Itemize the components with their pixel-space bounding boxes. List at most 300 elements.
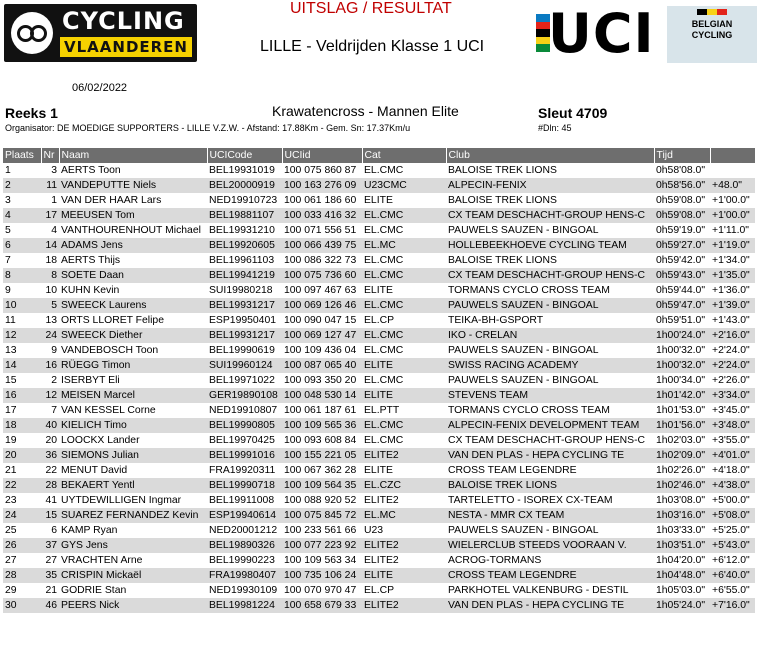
category-title: Krawatencross - Mannen Elite <box>272 103 459 119</box>
cell-uciid: 100 061 186 60 <box>284 195 357 206</box>
cell-diff: +2'26.0" <box>712 375 750 386</box>
cell-uciid: 100 071 556 51 <box>284 225 357 236</box>
col-header-ucicode: UCICode <box>207 148 282 163</box>
cell-tijd: 1h05'24.0" <box>654 598 710 613</box>
cell-nr: 8 <box>41 268 59 283</box>
cell-uciid: 100 086 322 73 <box>284 255 357 266</box>
cell-tijd: 1h00'32.0" <box>656 345 706 356</box>
cell-ucicode: FRA19980407 <box>207 568 282 583</box>
cell-club: STEVENS TEAM <box>446 388 654 403</box>
cell-naam: RÜEGG Timon <box>59 358 207 373</box>
cell-uciid: 100 066 439 75 <box>282 238 362 253</box>
cell-ucicode: BEL19961103 <box>209 255 275 266</box>
cell-diff: +1'43.0" <box>712 315 750 326</box>
cell-uciid: 100 048 530 14 <box>282 388 362 403</box>
cell-tijd: 0h59'27.0" <box>654 238 710 253</box>
cell-club: PARKHOTEL VALKENBURG - DESTIL <box>448 585 629 596</box>
cell-nr: 24 <box>41 328 59 343</box>
cell-uciid: 100 109 565 36 <box>282 418 362 433</box>
cell-tijd: 1h04'20.0" <box>656 555 706 566</box>
cell-cat: ELITE <box>364 465 393 476</box>
cell-cat: U23 <box>364 525 384 536</box>
cell-nr: 15 <box>41 508 59 523</box>
cell-naam: VANTHOURENHOUT Michael <box>61 225 201 236</box>
cell-diff: +1'11.0" <box>712 225 749 236</box>
cell-ucicode: BEL19991016 <box>207 448 282 463</box>
cell-tijd: 1h00'34.0" <box>656 375 706 386</box>
table-row <box>3 253 755 268</box>
cell-nr: 46 <box>41 598 59 613</box>
cell-ucicode: BEL19931217 <box>207 298 282 313</box>
cell-ucicode: BEL19990805 <box>207 418 282 433</box>
cell-uciid: 100 090 047 15 <box>284 315 357 326</box>
cell-ucicode: BEL19971022 <box>209 375 275 386</box>
cell-club: CX TEAM DESCHACHT-GROUP HENS-C <box>448 435 646 446</box>
cell-club: CX TEAM DESCHACHT-GROUP HENS-C <box>446 208 654 223</box>
cell-uciid: 100 093 608 84 <box>284 435 357 446</box>
cell-cat: ELITE2 <box>364 495 399 506</box>
col-header-cat: Cat <box>362 148 446 163</box>
cell-uciid: 100 109 563 34 <box>284 555 357 566</box>
cell-nr: 9 <box>51 345 57 356</box>
cell-diff: +6'55.0" <box>712 585 750 596</box>
cell-tijd: 0h59'08.0" <box>656 195 706 206</box>
table-row <box>3 388 755 403</box>
cell-diff: +2'24.0" <box>710 358 755 373</box>
cell-diff: +4'18.0" <box>712 465 750 476</box>
cell-nr: 16 <box>41 358 59 373</box>
col-header-diff <box>710 148 755 163</box>
cell-club: TORMANS CYCLO CROSS TEAM <box>448 285 610 296</box>
col-header-plaats: Plaats <box>3 148 41 163</box>
cell-plaats: 13 <box>5 345 17 356</box>
cell-plaats: 23 <box>5 495 17 506</box>
cell-cat: EL.CMC <box>362 298 446 313</box>
cell-cat: EL.CP <box>364 585 395 596</box>
cell-plaats: 20 <box>3 448 41 463</box>
cell-naam: ORTS LLORET Felipe <box>61 315 164 326</box>
cell-nr: 22 <box>45 465 57 476</box>
cell-nr: 21 <box>45 585 57 596</box>
cell-tijd: 0h58'08.0" <box>656 165 706 176</box>
cell-ucicode: GER19890108 <box>207 388 282 403</box>
cell-tijd: 1h02'03.0" <box>656 435 706 446</box>
cell-naam: MEISEN Marcel <box>59 388 207 403</box>
cell-club: CROSS TEAM LEGENDRE <box>446 568 654 583</box>
cell-ucicode: BEL19881107 <box>207 208 282 223</box>
cell-cat: ELITE2 <box>362 538 446 553</box>
cell-ucicode: BEL19931210 <box>209 225 275 236</box>
cell-club: BALOISE TREK LIONS <box>448 195 557 206</box>
cell-naam: AERTS Toon <box>61 165 121 176</box>
cell-cat: EL.CMC <box>364 225 404 236</box>
cell-uciid: 100 070 970 47 <box>284 585 357 596</box>
cell-diff: +1'19.0" <box>710 238 755 253</box>
cell-plaats: 16 <box>3 388 41 403</box>
cell-ucicode: BEL19920605 <box>207 238 282 253</box>
cell-club: ALPECIN-FENIX DEVELOPMENT TEAM <box>446 418 654 433</box>
cell-cat: EL.CMC <box>362 268 446 283</box>
cell-plaats: 14 <box>3 358 41 373</box>
cell-cat: ELITE2 <box>362 598 446 613</box>
bc-logo-line2: CYCLING <box>691 30 733 40</box>
cell-cat: EL.CMC <box>364 345 404 356</box>
table-row <box>3 268 755 283</box>
col-header-tijd: Tijd <box>654 148 710 163</box>
cell-cat: ELITE <box>364 285 393 296</box>
cell-uciid: 100 097 467 63 <box>284 285 357 296</box>
cell-naam: VAN DER HAAR Lars <box>61 195 162 206</box>
cell-plaats: 19 <box>5 435 17 446</box>
cell-uciid: 100 163 276 09 <box>282 178 362 193</box>
race-date: 06/02/2022 <box>72 82 128 94</box>
cell-tijd: 1h03'08.0" <box>656 495 706 506</box>
cell-nr: 27 <box>45 555 57 566</box>
cell-plaats: 18 <box>3 418 41 433</box>
cell-nr: 1 <box>51 195 57 206</box>
cell-naam: KIELICH Timo <box>59 418 207 433</box>
cell-naam: GYS Jens <box>59 538 207 553</box>
cell-plaats: 28 <box>3 568 41 583</box>
cell-diff: +48.0" <box>710 178 755 193</box>
cell-uciid: 100 087 065 40 <box>282 358 362 373</box>
cell-nr: 10 <box>45 285 57 296</box>
table-row <box>3 463 755 478</box>
belgian-cycling-logo <box>667 6 757 63</box>
cell-cat: EL.CMC <box>362 208 446 223</box>
table-row <box>3 238 755 253</box>
cell-uciid: 100 658 679 33 <box>282 598 362 613</box>
cell-uciid: 100 075 736 60 <box>282 268 362 283</box>
cell-tijd: 0h59'19.0" <box>656 225 706 236</box>
cell-ucicode: BEL19931217 <box>207 328 282 343</box>
cell-tijd: 0h58'56.0" <box>654 178 710 193</box>
cell-diff: +3'45.0" <box>712 405 750 416</box>
page-title: UITSLAG / RESULTAT <box>290 0 452 17</box>
cell-club: NESTA - MMR CX TEAM <box>446 508 654 523</box>
results-table <box>3 148 756 613</box>
cell-naam: VAN KESSEL Corne <box>61 405 156 416</box>
col-header-club: Club <box>446 148 654 163</box>
cell-diff: +1'34.0" <box>712 255 750 266</box>
cell-club: BALOISE TREK LIONS <box>446 478 654 493</box>
cell-ucicode: NED20001212 <box>209 525 278 536</box>
cell-ucicode: BEL19911008 <box>209 495 275 506</box>
cell-tijd: 1h04'48.0" <box>654 568 710 583</box>
cell-naam: CRISPIN Mickaël <box>59 568 207 583</box>
cell-plaats: 29 <box>5 585 17 596</box>
cell-nr: 3 <box>51 165 57 176</box>
cell-plaats: 25 <box>5 525 17 536</box>
cycling-vlaanderen-logo <box>4 4 197 62</box>
cell-nr: 7 <box>51 405 57 416</box>
cell-diff: +1'35.0" <box>710 268 755 283</box>
table-row <box>3 433 755 448</box>
cell-plaats: 10 <box>3 298 41 313</box>
cell-cat: EL.CMC <box>364 375 404 386</box>
cell-plaats: 6 <box>3 238 41 253</box>
cell-club: BALOISE TREK LIONS <box>448 255 557 266</box>
cell-diff: +6'40.0" <box>710 568 755 583</box>
cell-club: PAUWELS SAUZEN - BINGOAL <box>448 525 599 536</box>
table-row <box>3 508 755 523</box>
cell-cat: EL.CMC <box>364 435 404 446</box>
cell-tijd: 1h01'42.0" <box>654 388 710 403</box>
cell-cat: ELITE <box>364 195 393 206</box>
cell-nr: 6 <box>51 525 57 536</box>
cell-ucicode: NED19910807 <box>209 405 278 416</box>
cell-uciid: 100 735 106 24 <box>282 568 362 583</box>
cell-uciid: 100 061 187 61 <box>284 405 357 416</box>
cell-club: ACROG-TORMANS <box>448 555 542 566</box>
organisator-info: Organisator: DE MOEDIGE SUPPORTERS - LILLE V.Z.W. - Afstand: 17.88Km - Gem. Sn: 17.37Km/u <box>5 123 411 133</box>
cell-plaats: 15 <box>5 375 17 386</box>
cell-naam: PEERS Nick <box>59 598 207 613</box>
bc-logo-line1: BELGIAN <box>691 19 733 29</box>
cell-nr: 37 <box>41 538 59 553</box>
cell-diff: +2'16.0" <box>710 328 755 343</box>
cell-club: PAUWELS SAUZEN - BINGOAL <box>446 298 654 313</box>
cell-plaats: 21 <box>5 465 17 476</box>
cell-ucicode: FRA19920311 <box>209 465 276 476</box>
cell-tijd: 1h02'09.0" <box>654 448 710 463</box>
cell-cat: EL.CMC <box>364 255 404 266</box>
cell-ucicode: SUI19960124 <box>207 358 282 373</box>
cell-naam: LOOCKX Lander <box>61 435 140 446</box>
cell-naam: ADAMS Jens <box>59 238 207 253</box>
cell-nr: 17 <box>41 208 59 223</box>
cell-club: CX TEAM DESCHACHT-GROUP HENS-C <box>446 268 654 283</box>
cell-plaats: 8 <box>3 268 41 283</box>
cell-uciid: 100 088 920 52 <box>284 495 357 506</box>
cell-naam: MEEUSEN Tom <box>59 208 207 223</box>
cell-plaats: 24 <box>3 508 41 523</box>
cell-ucicode: BEL19990718 <box>207 478 282 493</box>
cell-diff: +5'43.0" <box>710 538 755 553</box>
sleut-label: Sleut 4709 <box>538 105 608 121</box>
cell-cat: EL.CMC <box>362 328 446 343</box>
cell-club: TARTELETTO - ISOREX CX-TEAM <box>448 495 613 506</box>
cell-cat: EL.MC <box>362 238 446 253</box>
cell-plaats: 4 <box>3 208 41 223</box>
cell-diff: +7'16.0" <box>710 598 755 613</box>
cell-naam: BEKAERT Yentl <box>59 478 207 493</box>
table-row <box>3 343 755 358</box>
cell-naam: AERTS Thijs <box>61 255 121 266</box>
table-row <box>3 598 755 613</box>
table-row <box>3 583 755 598</box>
table-row <box>3 418 755 433</box>
cell-cat: EL.PTT <box>364 405 400 416</box>
cell-nr: 41 <box>45 495 57 506</box>
cell-diff: +1'39.0" <box>710 298 755 313</box>
table-row <box>3 553 755 568</box>
results-body <box>3 163 755 613</box>
cell-club: BALOISE TREK LIONS <box>448 165 557 176</box>
cell-diff: +3'34.0" <box>710 388 755 403</box>
cell-tijd: 0h59'42.0" <box>656 255 706 266</box>
cell-cat: EL.CP <box>364 315 395 326</box>
cell-naam: ISERBYT Eli <box>61 375 120 386</box>
cell-club: TORMANS CYCLO CROSS TEAM <box>448 405 610 416</box>
cell-tijd: 1h05'03.0" <box>656 585 706 596</box>
cell-diff: +4'38.0" <box>710 478 755 493</box>
cell-tijd: 0h59'44.0" <box>656 285 706 296</box>
table-row <box>3 208 755 223</box>
cell-club: SWISS RACING ACADEMY <box>446 358 654 373</box>
cell-nr: 5 <box>41 298 59 313</box>
cell-diff <box>710 163 755 178</box>
cell-uciid: 100 067 362 28 <box>284 465 357 476</box>
cell-plaats: 12 <box>3 328 41 343</box>
cell-uciid: 100 109 564 35 <box>282 478 362 493</box>
cell-diff: +4'01.0" <box>710 448 755 463</box>
cell-club: PAUWELS SAUZEN - BINGOAL <box>448 375 599 386</box>
cell-cat: EL.CMC <box>364 165 404 176</box>
cell-cat: ELITE <box>362 358 446 373</box>
cell-naam: UYTDEWILLIGEN Ingmar <box>61 495 182 506</box>
cell-tijd: 1h00'24.0" <box>654 328 710 343</box>
table-row <box>3 328 755 343</box>
cell-nr: 13 <box>45 315 57 326</box>
cell-diff: +1'00.0" <box>712 195 750 206</box>
cell-ucicode: ESP19950401 <box>209 315 277 326</box>
infinity-icon <box>11 12 53 54</box>
cell-cat: EL.CZC <box>362 478 446 493</box>
cell-plaats: 26 <box>3 538 41 553</box>
table-row <box>3 403 755 418</box>
cell-nr: 14 <box>41 238 59 253</box>
cell-uciid: 100 075 860 87 <box>284 165 357 176</box>
cell-plaats: 17 <box>5 405 17 416</box>
cell-cat: ELITE2 <box>362 448 446 463</box>
cell-tijd: 1h01'53.0" <box>656 405 706 416</box>
cell-plaats: 30 <box>3 598 41 613</box>
table-row <box>3 298 755 313</box>
table-row <box>3 223 755 238</box>
logo-cycling-text: CYCLING <box>62 7 185 35</box>
belgian-flag-icon <box>697 9 727 15</box>
cell-cat: ELITE <box>362 388 446 403</box>
table-row <box>3 313 755 328</box>
uci-logo <box>536 2 662 65</box>
cell-nr: 20 <box>45 435 57 446</box>
cell-plaats: 7 <box>5 255 11 266</box>
cell-plaats: 3 <box>5 195 11 206</box>
cell-club: CROSS TEAM LEGENDRE <box>448 465 577 476</box>
cell-plaats: 2 <box>3 178 41 193</box>
cell-cat: EL.MC <box>362 508 446 523</box>
table-row <box>3 538 755 553</box>
cell-ucicode: BEL19890326 <box>207 538 282 553</box>
col-header-uciid: UCIid <box>282 148 362 163</box>
cell-uciid: 100 077 223 92 <box>282 538 362 553</box>
cell-club: PAUWELS SAUZEN - BINGOAL <box>448 345 599 356</box>
table-row <box>3 283 755 298</box>
cell-ucicode: BEL19981224 <box>207 598 282 613</box>
cell-naam: GODRIE Stan <box>61 585 127 596</box>
cell-tijd: 0h59'43.0" <box>654 268 710 283</box>
cell-tijd: 0h59'08.0" <box>654 208 710 223</box>
cell-tijd: 1h02'46.0" <box>654 478 710 493</box>
cell-ucicode: BEL19990619 <box>209 345 275 356</box>
logo-vlaanderen-text: VLAANDEREN <box>60 37 192 57</box>
cell-diff: +3'48.0" <box>710 418 755 433</box>
cell-club: PAUWELS SAUZEN - BINGOAL <box>448 225 599 236</box>
cell-plaats: 1 <box>5 165 11 176</box>
cell-plaats: 5 <box>5 225 11 236</box>
cell-tijd: 0h59'51.0" <box>656 315 706 326</box>
participants-count: #Dln: 45 <box>538 123 572 133</box>
table-row <box>3 523 755 538</box>
cell-uciid: 100 033 416 32 <box>282 208 362 223</box>
table-row <box>3 568 755 583</box>
cell-uciid: 100 155 221 05 <box>282 448 362 463</box>
cell-naam: VRACHTEN Arne <box>61 555 143 566</box>
cell-diff: +2'24.0" <box>712 345 750 356</box>
cell-ucicode: BEL20000919 <box>207 178 282 193</box>
cell-ucicode: BEL19970425 <box>209 435 275 446</box>
cell-naam: KUHN Kevin <box>61 285 120 296</box>
cell-ucicode: BEL19990223 <box>209 555 275 566</box>
cell-nr: 2 <box>51 375 57 386</box>
table-row <box>3 178 755 193</box>
cell-club: IKO - CRELAN <box>446 328 654 343</box>
table-header-row <box>3 148 755 163</box>
cell-tijd: 1h03'16.0" <box>654 508 710 523</box>
cell-naam: KAMP Ryan <box>61 525 118 536</box>
cell-nr: 12 <box>41 388 59 403</box>
cell-nr: 18 <box>45 255 57 266</box>
cell-tijd: 0h59'47.0" <box>654 298 710 313</box>
cell-plaats: 27 <box>5 555 17 566</box>
cell-naam: SWEECK Laurens <box>59 298 207 313</box>
cell-naam: VANDEPUTTE Niels <box>59 178 207 193</box>
cell-diff: +5'08.0" <box>710 508 755 523</box>
table-row <box>3 478 755 493</box>
cell-diff: +1'36.0" <box>712 285 750 296</box>
cell-plaats: 22 <box>3 478 41 493</box>
col-header-naam: Naam <box>59 148 207 163</box>
cell-nr: 36 <box>41 448 59 463</box>
cell-club: TEIKA-BH-GSPORT <box>448 315 544 326</box>
table-row <box>3 493 755 508</box>
table-row <box>3 163 755 178</box>
cell-naam: SUAREZ FERNANDEZ Kevin <box>59 508 207 523</box>
cell-cat: ELITE <box>362 568 446 583</box>
cell-ucicode: SUI19980218 <box>209 285 273 296</box>
cell-diff: +5'25.0" <box>712 525 750 536</box>
col-header-nr: Nr <box>41 148 59 163</box>
cell-diff: +1'00.0" <box>710 208 755 223</box>
cell-club: VAN DEN PLAS - HEPA CYCLING TE <box>446 598 654 613</box>
cell-ucicode: BEL19941219 <box>207 268 282 283</box>
reeks-label: Reeks 1 <box>5 105 58 121</box>
cell-tijd: 1h01'56.0" <box>654 418 710 433</box>
cell-ucicode: ESP19940614 <box>207 508 282 523</box>
cell-nr: 11 <box>41 178 59 193</box>
cell-diff: +5'00.0" <box>712 495 750 506</box>
cell-club: ALPECIN-FENIX <box>446 178 654 193</box>
cell-ucicode: NED19930109 <box>209 585 278 596</box>
cell-ucicode: NED19910723 <box>209 195 278 206</box>
cell-uciid: 100 093 350 20 <box>284 375 357 386</box>
cell-plaats: 11 <box>5 315 16 326</box>
cell-plaats: 9 <box>5 285 11 296</box>
cell-nr: 35 <box>41 568 59 583</box>
cell-diff: +6'12.0" <box>712 555 750 566</box>
cell-naam: SOETE Daan <box>59 268 207 283</box>
